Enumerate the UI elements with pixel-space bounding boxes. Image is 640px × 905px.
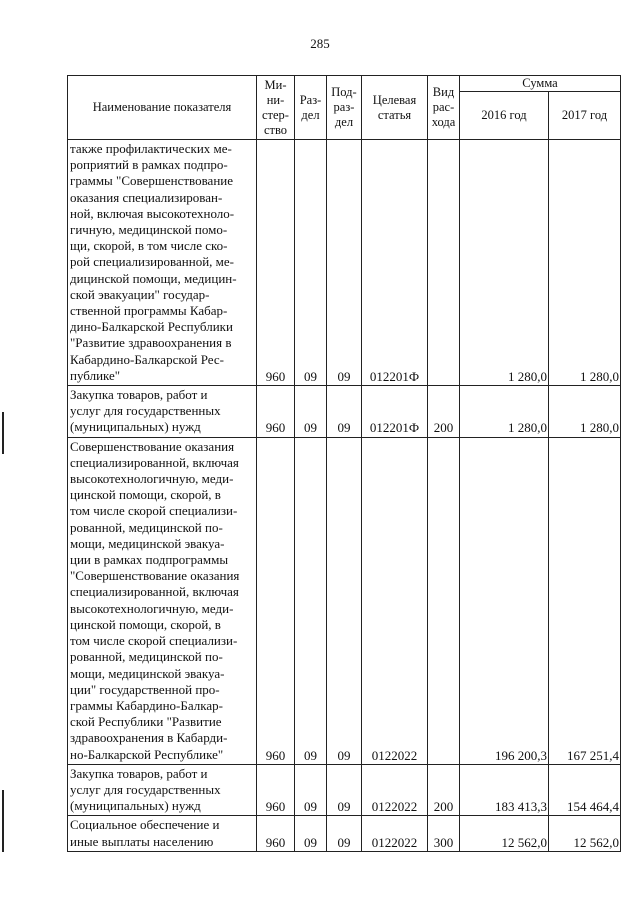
- row-target-article: 0122022: [362, 437, 428, 764]
- row-target-article: 012201Ф: [362, 140, 428, 386]
- row-target-article: 0122022: [362, 764, 428, 816]
- row-target-article: 012201Ф: [362, 386, 428, 438]
- row-amount-2017: 1 280,0: [549, 386, 621, 438]
- row-subsection: 09: [327, 816, 362, 851]
- row-amount-2016: 1 280,0: [460, 386, 549, 438]
- row-section: 09: [295, 140, 327, 386]
- table-row: [68, 140, 621, 386]
- row-target-article: 0122022: [362, 816, 428, 851]
- table-row: [68, 764, 621, 816]
- row-subsection: 09: [327, 140, 362, 386]
- row-ministry: 960: [257, 764, 295, 816]
- row-ministry: 960: [257, 140, 295, 386]
- row-ministry: 960: [257, 386, 295, 438]
- margin-mark: [2, 412, 4, 454]
- row-amount-2016: 12 562,0: [460, 816, 549, 851]
- table-row: [68, 437, 621, 764]
- page-number: 285: [310, 36, 330, 51]
- row-name: Закупка товаров, работ и услуг для государственных (муниципальных) нужд: [68, 386, 257, 438]
- row-ministry: 960: [257, 437, 295, 764]
- row-amount-2017: 12 562,0: [549, 816, 621, 851]
- row-amount-2016: 196 200,3: [460, 437, 549, 764]
- header-ministry: Ми- ни- стер- ство: [257, 76, 295, 140]
- row-amount-2017: 1 280,0: [549, 140, 621, 386]
- row-name: также профилактических ме- роприятий в рамках подпро- граммы "Совершенствование оказания специализирован- ной, включая высокотехноло- гичную, медицинской помо- щи, скорой, в том числе ско- рой специализированной, ме- дицинской помощи, медицин- ской эвакуации" государ- ственной программы Кабар- дино-Балкарской Республики "Развитие здравоохранения в Кабардино-Балкарской Рес- публике": [68, 140, 257, 386]
- row-expense-type: 300: [428, 816, 460, 851]
- row-name: Закупка товаров, работ и услуг для государственных (муниципальных) нужд: [68, 764, 257, 816]
- table-row: [68, 816, 621, 851]
- row-amount-2016: 1 280,0: [460, 140, 549, 386]
- row-expense-type: 200: [428, 764, 460, 816]
- table-row: [68, 386, 621, 438]
- header-expense-type: Вид рас- хода: [428, 76, 460, 140]
- row-subsection: 09: [327, 386, 362, 438]
- margin-mark: [2, 790, 4, 852]
- header-target-article: Целевая статья: [362, 76, 428, 140]
- row-subsection: 09: [327, 437, 362, 764]
- header-sum: Сумма: [460, 76, 621, 92]
- row-expense-type: [428, 140, 460, 386]
- header-year-2017: 2017 год: [549, 92, 621, 140]
- row-section: 09: [295, 386, 327, 438]
- row-ministry: 960: [257, 816, 295, 851]
- row-section: 09: [295, 437, 327, 764]
- budget-table: [67, 75, 621, 852]
- row-amount-2017: 167 251,4: [549, 437, 621, 764]
- row-name: Совершенствование оказания специализированной, включая высокотехнологичную, меди- цинской помощи, скорой, в том числе скорой специализи- рованной, медицинской по- мощи, медицинской эвакуа- ции в рамках подпрограммы "Совершенствование оказания специализированной, включая высокотехнологичную, меди- цинской помощи, скорой, в том числе скорой специализи- рованной, медицинской по- мощи, медицинской эвакуа- ции" государственной про- граммы Кабардино-Балкар- ской Республики "Развитие здравоохранения в Кабарди- но-Балкарской Республике": [68, 437, 257, 764]
- row-section: 09: [295, 764, 327, 816]
- row-expense-type: [428, 437, 460, 764]
- row-amount-2017: 154 464,4: [549, 764, 621, 816]
- header-name: Наименование показателя: [68, 76, 257, 140]
- header-subsection: Под- раз- дел: [327, 76, 362, 140]
- row-section: 09: [295, 816, 327, 851]
- row-subsection: 09: [327, 764, 362, 816]
- row-amount-2016: 183 413,3: [460, 764, 549, 816]
- row-expense-type: 200: [428, 386, 460, 438]
- header-section: Раз- дел: [295, 76, 327, 140]
- row-name: Социальное обеспечение и иные выплаты населению: [68, 816, 257, 851]
- header-year-2016: 2016 год: [460, 92, 549, 140]
